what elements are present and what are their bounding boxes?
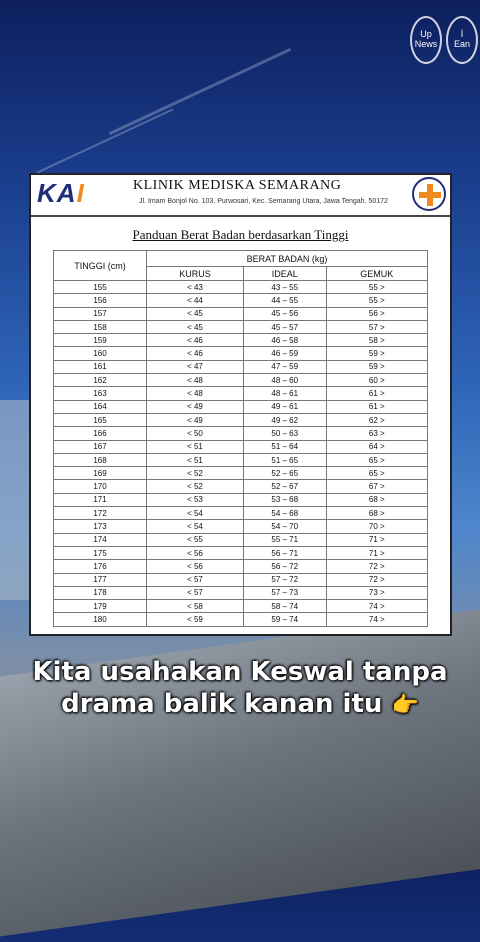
overweight-cell: 74 > [326, 613, 427, 626]
overweight-cell: 60 > [326, 374, 427, 387]
ideal-cell: 49 – 62 [243, 413, 326, 426]
ideal-cell: 52 – 65 [243, 467, 326, 480]
height-cell: 174 [54, 533, 147, 546]
thin-cell: < 52 [147, 467, 244, 480]
video-caption [0, 656, 480, 722]
table-row [54, 586, 428, 599]
table-row [54, 387, 428, 400]
thin-cell: < 44 [147, 294, 244, 307]
ideal-cell: 45 – 57 [243, 320, 326, 333]
overweight-cell: 72 > [326, 573, 427, 586]
channel-logo-icon: İ Ean [446, 16, 478, 64]
height-cell: 161 [54, 360, 147, 373]
thin-cell: < 47 [147, 360, 244, 373]
height-cell: 168 [54, 453, 147, 466]
table-row [54, 573, 428, 586]
overweight-cell: 68 > [326, 493, 427, 506]
height-cell: 156 [54, 294, 147, 307]
table-row [54, 400, 428, 413]
overweight-cell: 61 > [326, 400, 427, 413]
height-cell: 180 [54, 613, 147, 626]
height-cell: 166 [54, 427, 147, 440]
weight-table [53, 250, 428, 627]
ideal-cell: 58 – 74 [243, 600, 326, 613]
thin-cell: < 49 [147, 400, 244, 413]
overweight-cell: 71 > [326, 546, 427, 559]
height-cell: 179 [54, 600, 147, 613]
table-row [54, 413, 428, 426]
table-row [54, 560, 428, 573]
ideal-cell: 46 – 59 [243, 347, 326, 360]
ideal-cell: 49 – 61 [243, 400, 326, 413]
height-cell: 170 [54, 480, 147, 493]
thin-cell: < 57 [147, 573, 244, 586]
ideal-cell: 45 – 56 [243, 307, 326, 320]
ideal-cell: 46 – 58 [243, 334, 326, 347]
clinic-address: Jl. Imam Bonjol No. 103, Purwosari, Kec. Semarang Utara, Jawa Tengah. 50172 [139, 198, 388, 205]
ideal-cell: 55 – 71 [243, 533, 326, 546]
table-row [54, 294, 428, 307]
ideal-cell: 53 – 68 [243, 493, 326, 506]
height-cell: 167 [54, 440, 147, 453]
overweight-cell: 70 > [326, 520, 427, 533]
ideal-cell: 56 – 72 [243, 560, 326, 573]
table-row [54, 281, 428, 294]
thin-cell: < 53 [147, 493, 244, 506]
table-body [54, 281, 428, 627]
table-row [54, 520, 428, 533]
caption-line: Kita usahakan Keswal tanpa [32, 657, 448, 687]
overweight-cell: 59 > [326, 347, 427, 360]
overweight-cell: 56 > [326, 307, 427, 320]
thin-cell: < 48 [147, 374, 244, 387]
card-header [31, 175, 450, 217]
thin-cell: < 46 [147, 347, 244, 360]
ideal-cell: 57 – 72 [243, 573, 326, 586]
medical-cross-icon [412, 177, 446, 211]
overweight-cell: 71 > [326, 533, 427, 546]
thin-cell: < 55 [147, 533, 244, 546]
ideal-cell: 57 – 73 [243, 586, 326, 599]
overweight-cell: 55 > [326, 281, 427, 294]
height-cell: 158 [54, 320, 147, 333]
height-cell: 176 [54, 560, 147, 573]
overweight-cell: 61 > [326, 387, 427, 400]
sky-streak [37, 108, 174, 173]
table-row [54, 613, 428, 626]
wing-edge [0, 400, 30, 600]
thin-cell: < 56 [147, 546, 244, 559]
table-row [54, 480, 428, 493]
table-row [54, 320, 428, 333]
thin-cell: < 54 [147, 520, 244, 533]
ideal-cell: 44 – 55 [243, 294, 326, 307]
thin-cell: < 45 [147, 320, 244, 333]
overweight-cell: 68 > [326, 507, 427, 520]
height-cell: 165 [54, 413, 147, 426]
table-row [54, 546, 428, 559]
thin-cell: < 50 [147, 427, 244, 440]
thin-cell: < 51 [147, 453, 244, 466]
table-row [54, 427, 428, 440]
overweight-cell: 57 > [326, 320, 427, 333]
ideal-cell: 56 – 71 [243, 546, 326, 559]
overweight-cell: 63 > [326, 427, 427, 440]
column-header: KURUS [147, 267, 244, 281]
thin-cell: < 54 [147, 507, 244, 520]
thin-cell: < 56 [147, 560, 244, 573]
thin-cell: < 59 [147, 613, 244, 626]
guide-title: Panduan Berat Badan berdasarkan Tinggi [132, 227, 349, 242]
height-cell: 164 [54, 400, 147, 413]
height-cell: 172 [54, 507, 147, 520]
overweight-cell: 72 > [326, 560, 427, 573]
ideal-cell: 48 – 60 [243, 374, 326, 387]
weight-header: BERAT BADAN (kg) [147, 251, 428, 267]
ideal-cell: 47 – 59 [243, 360, 326, 373]
caption-line-2: drama balik kanan itu 👉 [61, 689, 419, 719]
ideal-cell: 51 – 65 [243, 453, 326, 466]
height-cell: 160 [54, 347, 147, 360]
table-row [54, 374, 428, 387]
thin-cell: < 48 [147, 387, 244, 400]
clinic-name: KLINIK MEDISKA SEMARANG [133, 178, 342, 193]
height-cell: 173 [54, 520, 147, 533]
table-row [54, 493, 428, 506]
sky-streak [109, 48, 292, 135]
thin-cell: < 46 [147, 334, 244, 347]
table-row [54, 453, 428, 466]
column-header: GEMUK [326, 267, 427, 281]
overweight-cell: 74 > [326, 600, 427, 613]
height-cell: 177 [54, 573, 147, 586]
ideal-cell: 51 – 64 [243, 440, 326, 453]
ideal-cell: 43 – 55 [243, 281, 326, 294]
table-row [54, 360, 428, 373]
kai-logo: KAI [37, 178, 85, 208]
height-cell: 162 [54, 374, 147, 387]
thin-cell: < 57 [147, 586, 244, 599]
overweight-cell: 55 > [326, 294, 427, 307]
height-cell: 178 [54, 586, 147, 599]
overweight-cell: 62 > [326, 413, 427, 426]
pointing-hand-icon: 👉 [391, 693, 419, 718]
column-header: IDEAL [243, 267, 326, 281]
thin-cell: < 45 [147, 307, 244, 320]
table-row [54, 600, 428, 613]
weight-guide-card [29, 173, 452, 636]
table-row [54, 467, 428, 480]
thin-cell: < 51 [147, 440, 244, 453]
table-row [54, 334, 428, 347]
height-cell: 155 [54, 281, 147, 294]
height-header: TINGGI (cm) [54, 251, 147, 281]
table-row [54, 533, 428, 546]
overweight-cell: 65 > [326, 467, 427, 480]
thin-cell: < 58 [147, 600, 244, 613]
height-cell: 157 [54, 307, 147, 320]
ideal-cell: 48 – 61 [243, 387, 326, 400]
overweight-cell: 65 > [326, 453, 427, 466]
overweight-cell: 73 > [326, 586, 427, 599]
height-cell: 169 [54, 467, 147, 480]
airplane-wing [0, 598, 480, 942]
overweight-cell: 64 > [326, 440, 427, 453]
ideal-cell: 52 – 67 [243, 480, 326, 493]
channel-logo-icon: Up News [410, 16, 442, 64]
overweight-cell: 67 > [326, 480, 427, 493]
ideal-cell: 54 – 68 [243, 507, 326, 520]
thin-cell: < 52 [147, 480, 244, 493]
height-cell: 175 [54, 546, 147, 559]
overweight-cell: 58 > [326, 334, 427, 347]
table-row [54, 307, 428, 320]
height-cell: 171 [54, 493, 147, 506]
table-row [54, 440, 428, 453]
table-row [54, 507, 428, 520]
table-row [54, 347, 428, 360]
ideal-cell: 59 – 74 [243, 613, 326, 626]
thin-cell: < 49 [147, 413, 244, 426]
height-cell: 159 [54, 334, 147, 347]
ideal-cell: 54 – 70 [243, 520, 326, 533]
thin-cell: < 43 [147, 281, 244, 294]
overweight-cell: 59 > [326, 360, 427, 373]
height-cell: 163 [54, 387, 147, 400]
ideal-cell: 50 – 63 [243, 427, 326, 440]
